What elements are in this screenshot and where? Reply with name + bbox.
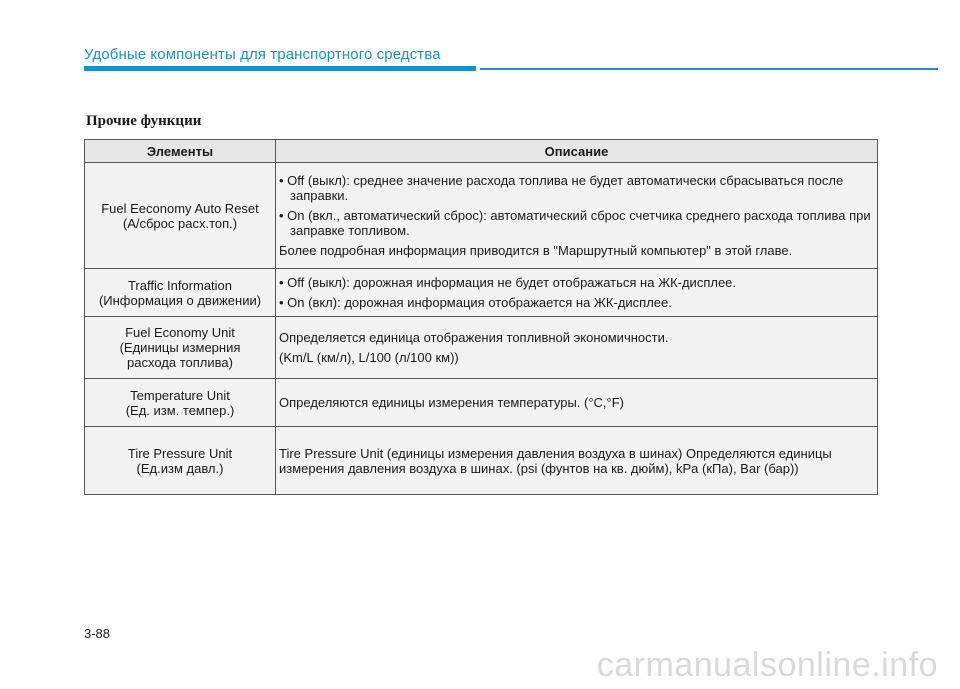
watermark-text: carmanualsonline.info — [596, 646, 938, 684]
description-paragraph: Определяется единица отображения топливной экономичности. — [279, 330, 669, 345]
description-bullet: • On (вкл., автоматический сброс): автоматический сброс счетчика среднего расхода топлива при заправке топливом. — [279, 208, 871, 238]
column-header-description: Описание — [276, 140, 878, 163]
item-subtitle: расхода топлива) — [127, 355, 233, 370]
item-name: Fuel Eeconomy Auto Reset — [101, 200, 259, 216]
description-paragraph: (Km/L (км/л), L/100 (л/100 км)) — [279, 350, 459, 365]
item-name: Temperature Unit — [130, 387, 230, 403]
description-bullet: • Off (выкл): среднее значение расхода топлива не будет автоматически сбрасываться после заправки. — [279, 173, 844, 203]
description-paragraph: Tire Pressure Unit (единицы измерения давления воздуха в шинах) Определяются единицы измерения давления воздуха в шинах. (psi (фунтов на кв. дюйм), kPa (кПа), Bar (бар)) — [279, 445, 832, 476]
item-subtitle: (Информация о движении) — [98, 292, 262, 308]
section-title: Прочие функции — [86, 113, 202, 129]
table-row — [85, 269, 878, 317]
table-row — [85, 163, 878, 269]
header-rule-thin — [480, 68, 938, 70]
item-subtitle: (Ед.изм давл.) — [136, 460, 224, 476]
item-subtitle: (А/сброс расх.топ.) — [122, 215, 238, 231]
chapter-header-title: Удобные компоненты для транспортного средства — [84, 46, 441, 63]
column-header-items: Элементы — [85, 140, 276, 163]
description-bullet: • Off (выкл): дорожная информация не будет отображаться на ЖК-дисплее. — [279, 275, 737, 290]
item-cell — [85, 163, 276, 269]
description-cell — [276, 379, 878, 427]
features-table — [84, 139, 878, 495]
table-row — [85, 317, 878, 379]
item-name: Traffic Information — [127, 277, 233, 293]
item-subtitle: (Единицы измерния — [119, 340, 241, 355]
item-cell — [85, 269, 276, 317]
description-bullet: • On (вкл): дорожная информация отображается на ЖК-дисплее. — [279, 295, 672, 310]
description-paragraph: Определяются единицы измерения температуры. (°C,°F) — [279, 395, 625, 410]
table-row — [85, 427, 878, 495]
description-cell — [276, 269, 878, 317]
item-cell — [85, 427, 276, 495]
item-subtitle: (Ед. изм. темпер.) — [125, 402, 235, 418]
table-header-row — [85, 140, 878, 163]
item-name: Fuel Economy Unit — [125, 325, 235, 340]
table-row — [85, 379, 878, 427]
description-cell — [276, 427, 878, 495]
item-name: Tire Pressure Unit — [127, 445, 233, 461]
header-rule-thick — [84, 66, 476, 71]
page-number: 3-88 — [84, 626, 111, 641]
description-cell — [276, 317, 878, 379]
description-paragraph: Более подробная информация приводится в "Маршрутный компьютер" в этой главе. — [279, 243, 793, 258]
item-cell — [85, 379, 276, 427]
description-cell — [276, 163, 878, 269]
item-cell — [85, 317, 276, 379]
